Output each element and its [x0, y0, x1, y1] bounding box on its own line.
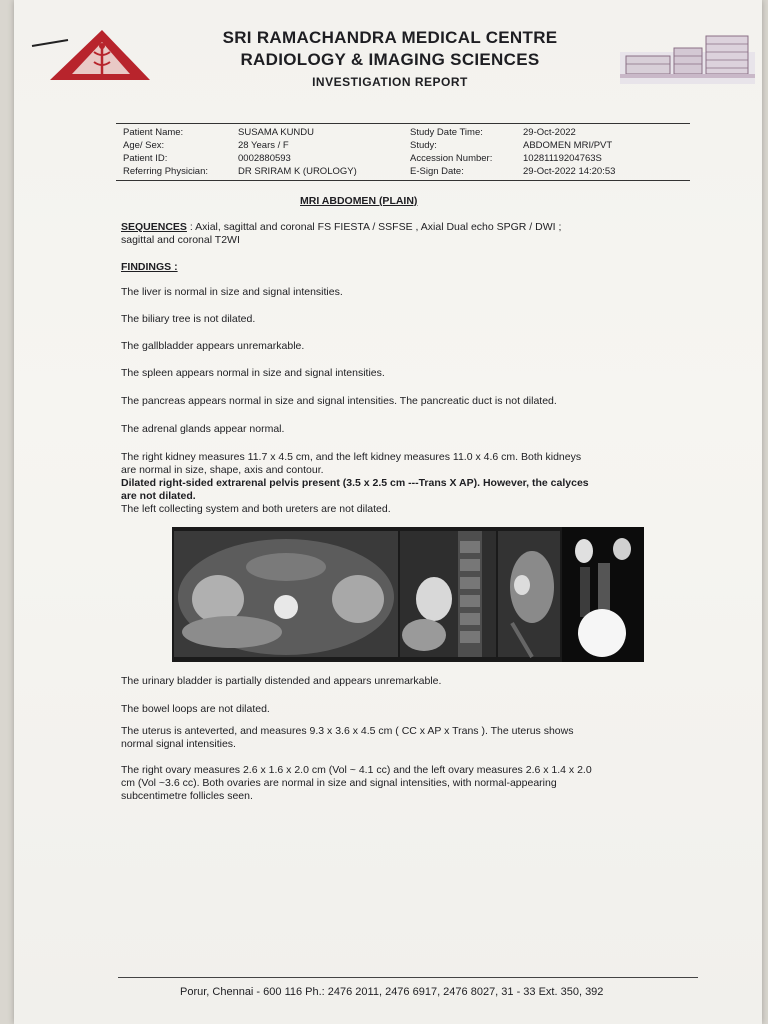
sequences-text-2: sagittal and coronal T2WI: [121, 234, 240, 246]
esign-date: 29-Oct-2022 14:20:53: [523, 166, 616, 177]
finding-ovary: [121, 764, 592, 803]
ovary-line-2: cm (Vol ~3.6 cc). Both ovaries are normal in size and signal intensities, with normal-appearing: [121, 777, 557, 789]
kidney-line-1: The right kidney measures 11.7 x 4.5 cm, and the left kidney measures 11.0 x 4.6 cm. Both kidneys: [121, 451, 582, 463]
collecting-system: The left collecting system and both ureters are not dilated.: [121, 503, 391, 515]
finding-uterus: [121, 725, 573, 751]
finding-liver: The liver is normal in size and signal intensities.: [121, 286, 343, 298]
patient-agesex: 28 Years / F: [238, 140, 289, 151]
footer-address: Porur, Chennai - 600 116 Ph.: 2476 2011, 2476 6917, 2476 8027, 31 - 33 Ext. 350, 392: [180, 986, 604, 998]
study-name: ABDOMEN MRI/PVT: [523, 140, 613, 151]
study-date: 29-Oct-2022: [523, 127, 576, 138]
sequences-text: : Axial, sagittal and coronal FS FIESTA / SSFSE , Axial Dual echo SPGR / DWI ;: [186, 221, 562, 233]
mri-sagittal-image: [400, 531, 496, 657]
patient-name-label: Patient Name:: [123, 127, 184, 138]
accession-label: Accession Number:: [410, 153, 493, 164]
pelvis-line-2: are not dilated.: [121, 490, 196, 502]
uterus-line-2: normal signal intensities.: [121, 738, 236, 750]
esign-label: E-Sign Date:: [410, 166, 464, 177]
study-labels: [410, 126, 492, 178]
finding-pancreas: The pancreas appears normal in size and signal intensities. The pancreatic duct is not dilated.: [121, 395, 557, 407]
uterus-line-1: The uterus is anteverted, and measures 9.3 x 3.6 x 4.5 cm ( CC x AP x Trans ). The uterus shows: [121, 725, 574, 737]
kidney-line-2: are normal in size, shape, axis and contour.: [121, 464, 324, 476]
finding-gallbladder: The gallbladder appears unremarkable.: [121, 340, 305, 352]
patient-labels-left: [123, 126, 208, 178]
study-values: [523, 126, 615, 178]
referring-physician: DR SRIRAM K (UROLOGY): [238, 166, 357, 177]
agesex-label: Age/ Sex:: [123, 140, 165, 151]
study-date-label: Study Date Time:: [410, 127, 483, 138]
report-type: INVESTIGATION REPORT: [312, 75, 468, 89]
hospital-logo: [30, 26, 154, 86]
physician-label: Referring Physician:: [123, 166, 209, 177]
finding-bladder: The urinary bladder is partially distended and appears unremarkable.: [121, 675, 442, 687]
header-rule: [116, 123, 690, 124]
finding-spleen: The spleen appears normal in size and signal intensities.: [121, 367, 385, 379]
finding-biliary: The biliary tree is not dilated.: [121, 313, 256, 325]
ovary-line-1: The right ovary measures 2.6 x 1.6 x 2.0 cm (Vol ~ 4.1 cc) and the left ovary measures 2.6 x 1.4 x 2.0: [121, 764, 592, 776]
patient-name: SUSAMA KUNDU: [238, 127, 315, 138]
report-title: MRI ABDOMEN (PLAIN): [300, 195, 418, 207]
mri-images: [172, 527, 644, 662]
mri-axial-image: [174, 531, 398, 657]
hospital-name: SRI RAMACHANDRA MEDICAL CENTRE: [222, 28, 558, 47]
sequences-label: SEQUENCES: [121, 221, 187, 233]
building-image: [620, 22, 755, 84]
finding-kidney: [121, 451, 589, 516]
study-label: Study:: [410, 140, 437, 151]
ovary-line-3: subcentimetre follicles seen.: [121, 790, 253, 802]
patient-id-label: Patient ID:: [123, 153, 168, 164]
patient-rule: [116, 180, 690, 181]
findings-label: FINDINGS :: [121, 261, 178, 273]
finding-adrenal: The adrenal glands appear normal.: [121, 423, 285, 435]
patient-values-left: [238, 126, 357, 178]
mri-coronal-image: [498, 531, 560, 657]
finding-bowel: The bowel loops are not dilated.: [121, 703, 270, 715]
mri-coronal-t2-image: [562, 527, 644, 662]
sequences-paragraph: [121, 221, 561, 247]
accession-number: 10281119204763S: [523, 153, 602, 164]
department-name: RADIOLOGY & IMAGING SCIENCES: [240, 50, 540, 69]
patient-id: 0002880593: [238, 153, 291, 164]
footer-rule: [118, 977, 698, 978]
pelvis-line-1: Dilated right-sided extrarenal pelvis present (3.5 x 2.5 cm ---Trans X AP). However, the calyces: [121, 477, 589, 489]
